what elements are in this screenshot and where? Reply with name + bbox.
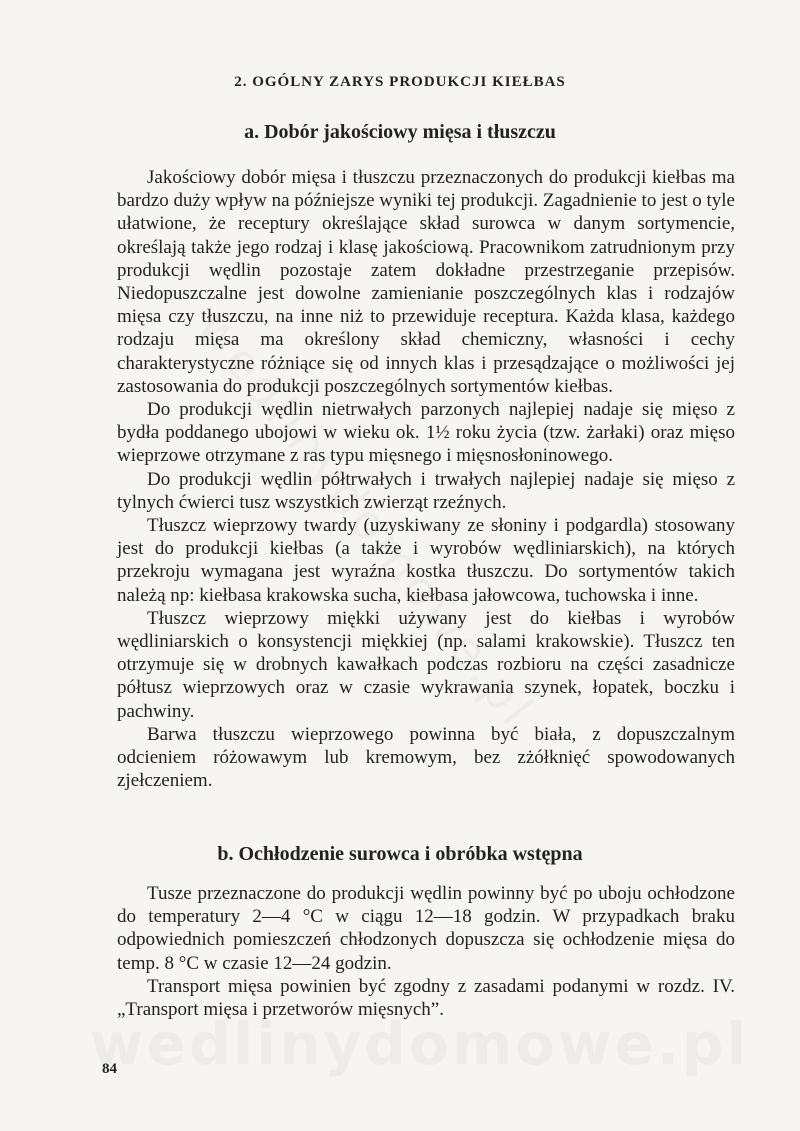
paragraph: Do produkcji wędlin nietrwałych parzonych najlepiej nadaje się mięso z bydła poddanego ubojowi w wieku ok. 1½ roku życia (tzw. żarłaki) oraz mięso wieprzowe otrzymane z ras typu mięsnego i mięsnosłoninowego. [117, 399, 735, 467]
paragraph: Barwa tłuszczu wieprzowego powinna być biała, z dopuszczalnym odcieniem różowawym lub kremowym, bez zżółknięć spowodowanych zjełczeniem. [117, 723, 735, 792]
section-b-title: b. Ochłodzenie surowca i obróbka wstępna [217, 843, 583, 865]
paragraph: Tłuszcz wieprzowy miękki używany jest do kiełbas i wyrobów wędliniarskich o konsystencji miękkiej (np. salami krakowskie). Tłuszcz ten otrzymuje się w drobnych kawałkach podczas rozbioru na części zasadnicze półtusz wieprzowych oraz w czasie wykrawania szynek, łopatek, boczku i pachwiny. [117, 607, 735, 722]
paragraph: Transport mięsa powinien być zgodny z zasadami podanymi w rozdz. IV. „Transport mięsa i przetworów mięsnych”. [117, 975, 735, 1021]
paragraph: Jakościowy dobór mięsa i tłuszczu przeznaczonych do produkcji kiełbas ma bardzo duży wpływ na późniejsze wyniki tej produkcji. Zagadnienie to jest o tyle ułatwione, że receptury określające skład surowca w danym sortymencie, określają także jego rodzaj i klasę jakościową. Pracownikom zatrudnionym przy produkcji wędlin pozostaje zatem dokładne przestrzeganie przepisów. Niedopuszczalne jest dowolne zamienianie poszczególnych klas i rodzajów mięsa czy tłuszczu, na inne niż to przewiduje receptura. Każda klasa, każdego rodzaju mięsa ma określony skład chemiczny, własności i cechy charakterystyczne różniące się od innych klas i przesądzające o możliwości jej zastosowania do produkcji poszczególnych sortymentów kiełbas. [117, 167, 735, 397]
paragraph: Tłuszcz wieprzowy twardy (uzyskiwany ze słoniny i podgardla) stosowany jest do produkcji kiełbas (a także i wyrobów wędliniarskich), na których przekroju wymagana jest wyraźna kostka tłuszczu. Do sortymentów takich należą np: kiełbasa krakowska sucha, kiełbasa jałowcowa, tuchowska i inne. [117, 515, 735, 606]
paragraph: Tusze przeznaczone do produkcji wędlin powinny być po uboju ochłodzone do temperatury 2—4 °C w ciągu 12—18 godzin. W przypadkach braku odpowiednich pomieszczeń chłodzonych dopuszcza się ochłodzenie mięsa do temp. 8 °C w czasie 12—24 godzin. [117, 883, 735, 974]
section-b-body [117, 882, 735, 1021]
chapter-title: 2. OGÓLNY ZARYS PRODUKCJI KIEŁBAS [234, 74, 566, 90]
page-number: 84 [102, 1061, 117, 1077]
section-a-body [117, 166, 735, 792]
paragraph: Do produkcji wędlin półtrwałych i trwałych najlepiej nadaje się mięso z tylnych ćwierci tusz wszystkich zwierząt rzeźnych. [117, 468, 735, 513]
section-a-title: a. Dobór jakościowy mięsa i tłuszczu [244, 121, 556, 143]
